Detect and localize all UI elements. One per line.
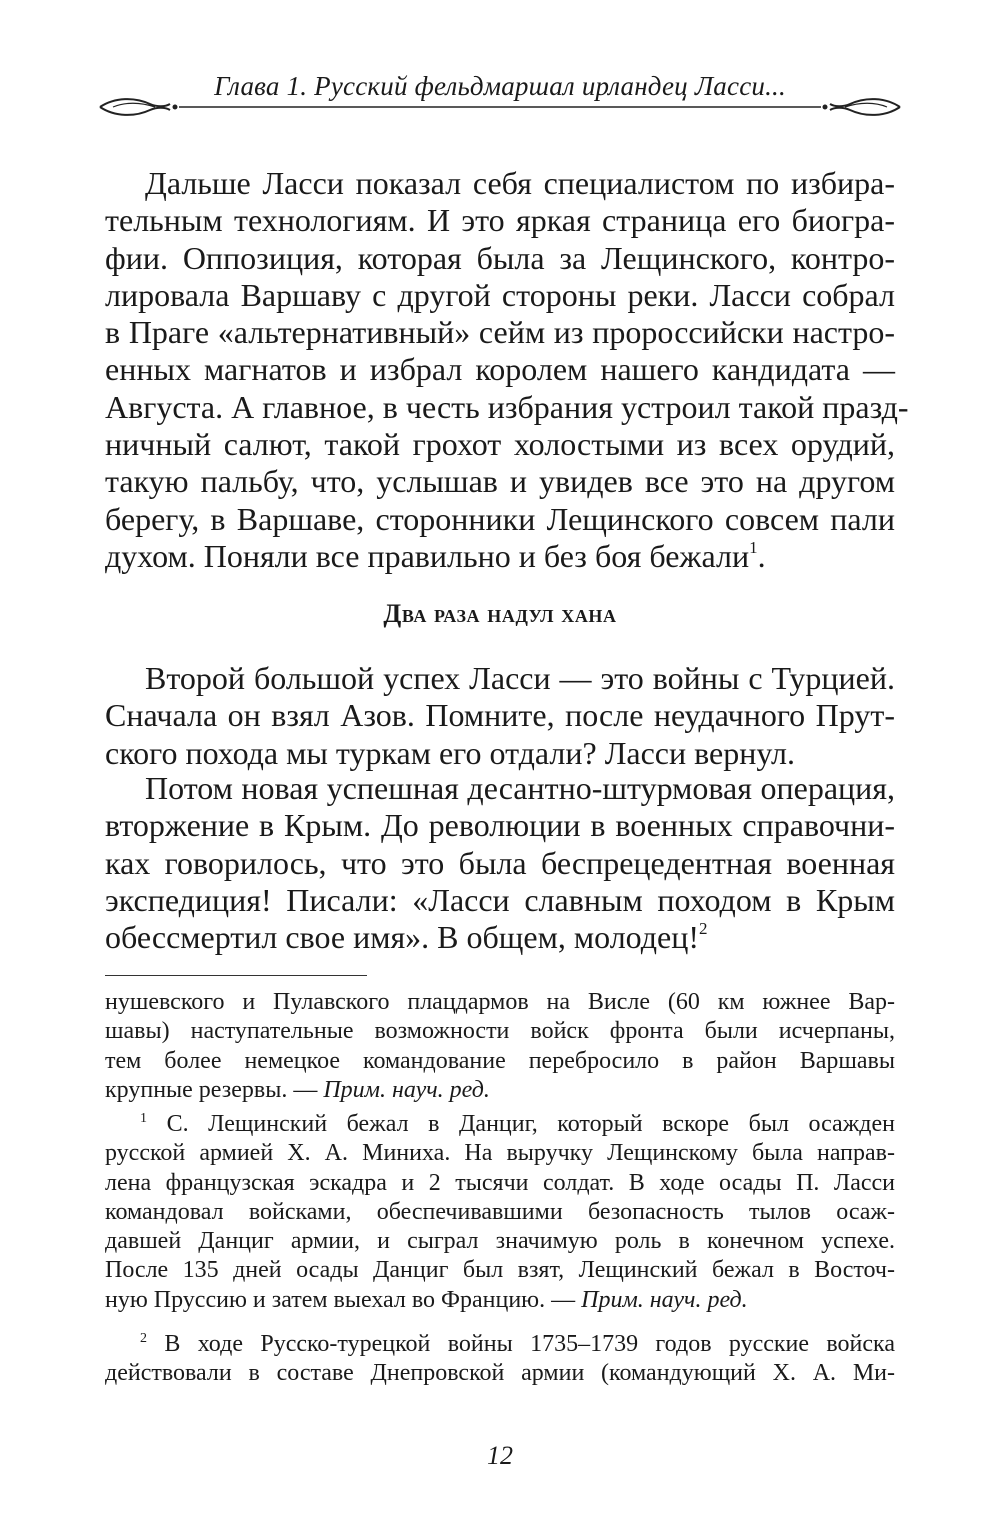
footnote-line-last [105, 1076, 895, 1105]
text-line: вторжение в Крым. До революции в военных справочни- [105, 807, 895, 844]
text-line: тельным технологиям. И это яркая страница его биогра- [105, 202, 895, 239]
footnote-1 [105, 1110, 895, 1315]
page-number: 12 [487, 1441, 513, 1470]
text-line: ках говорилось, что это была беспрецедентная военная [105, 844, 895, 881]
footnote-separator [105, 975, 367, 976]
paragraph-1 [105, 165, 909, 575]
footnote-line-content: С. Лещинский бежал в Данциг, который вскоре был осажден [166, 1111, 895, 1137]
text-line: в Праге «альтернативный» сейм из пророссийски настро- [105, 314, 895, 351]
footnote-line: лена французская эскадра и 2 тысячи солдат. В ходе осады П. Ласси [105, 1169, 895, 1196]
footnote-2 [105, 1330, 895, 1389]
footnote-line-first [105, 1330, 895, 1359]
text-line-last [105, 919, 895, 956]
footnote-marker: 2 [140, 1331, 147, 1346]
section-heading: Два раза надул хана [383, 599, 617, 628]
footnote-line: тем более немецкое командование перебросило в район Варшавы [105, 1047, 895, 1074]
footnote-line-content: В ходе Русско-турецкой войны 1735–1739 годов русские войска [164, 1331, 896, 1357]
footnote-line: русской армией Х. А. Миниха. На выручку Лещинскому была направ- [105, 1140, 895, 1167]
text-line: Второй большой успех Ласси — это войны с Турцией. [145, 660, 895, 696]
text-line-content: духом. Поняли все правильно и без боя бежали [105, 537, 750, 574]
footnote-marker: 1 [140, 1111, 147, 1126]
paragraph-2 [105, 660, 895, 772]
footnote-line: шавы) наступательные возможности войск фронта были исчерпаны, [105, 1018, 895, 1045]
footnote-line: нушевского и Пулавского плацдармов на Висле (60 км южнее Вар- [105, 989, 895, 1015]
end-punctuation: . [757, 537, 766, 574]
text-line: фии. Оппозиция, которая была за Лещинского, контро- [105, 239, 895, 276]
text-line: Августа. А главное, в честь избрания устроил такой празд- [105, 388, 909, 425]
text-line-last [105, 538, 895, 575]
text-line-content: обессмертил свое имя». В общем, молодец! [105, 919, 700, 956]
text-line: Сначала он взял Азов. Помните, после неудачного Прут- [105, 697, 895, 734]
footnote-line-first [105, 1110, 895, 1139]
text-line: берегу, в Варшаве, сторонники Лещинского совсем пали [105, 500, 895, 537]
footnote-line: После 135 дней осады Данциг был взят, Лещинский бежал в Восточ- [105, 1257, 895, 1284]
text-line: ничный салют, такой грохот холостыми из всех орудий, [105, 426, 895, 463]
header-ornament-rule [95, 92, 905, 122]
footnote-line-content: ную Пруссию и затем выехал во Францию. — [105, 1286, 582, 1313]
text-line: Дальше Ласси показал себя специалистом по избира- [145, 165, 895, 201]
footnote-line: действовали в составе Днепровской армии (командующий Х. А. Ми- [105, 1360, 895, 1387]
text-line: ского похода мы туркам его отдали? Ласси вернул. [105, 734, 795, 771]
text-line: лировала Варшаву с другой стороны реки. Ласси собрал [105, 276, 895, 313]
footnote-ref-1: 1 [749, 537, 758, 557]
text-line: Потом новая успешная десантно-штурмовая операция, [145, 770, 895, 806]
footnote-line: командовал войсками, обеспечивавшими безопасность тылов осаж- [105, 1198, 895, 1225]
running-head: Глава 1. Русский фельдмаршал ирландец Ласси... [214, 71, 786, 101]
text-line: енных магнатов и избрал королем нашего кандидата — [105, 351, 895, 388]
footnote-ref-2: 2 [699, 919, 708, 939]
paragraph-3 [105, 770, 895, 956]
editor-note: Прим. науч. ред. [581, 1286, 748, 1313]
text-line: экспедиция! Писали: «Ласси славным походом в Крым [105, 881, 895, 918]
footnote-continuation [105, 988, 895, 1105]
footnote-line: давшей Данциг армии, и сыграл значимую роль в конечном успехе. [105, 1228, 895, 1255]
text-line: такую пальбу, что, услышав и увидев все это на другом [105, 463, 895, 500]
footnote-line-last [105, 1286, 895, 1315]
editor-note: Прим. науч. ред. [323, 1076, 490, 1103]
footnote-line-content: крупные резервы. — [105, 1076, 324, 1103]
